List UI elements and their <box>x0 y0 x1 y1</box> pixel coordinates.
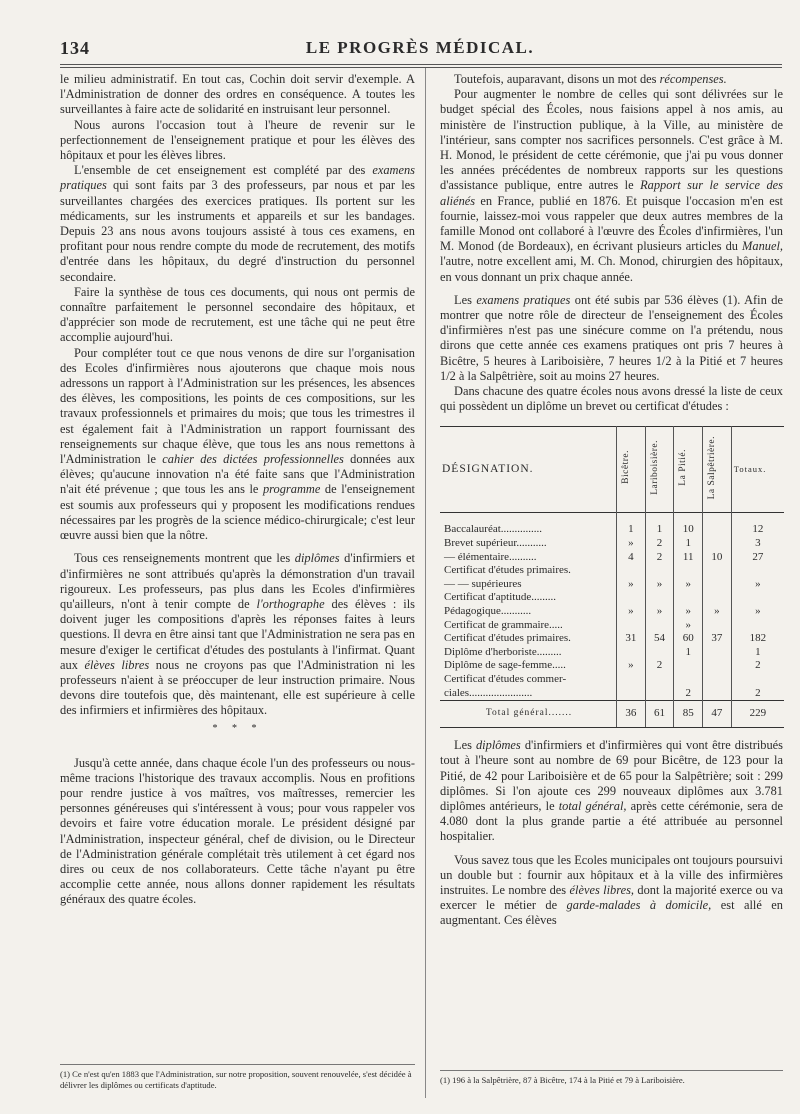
table-row <box>440 537 784 551</box>
table-row <box>440 605 784 619</box>
cell-t: 1 <box>731 646 784 660</box>
cell-s <box>703 673 732 687</box>
cell-l <box>645 564 674 578</box>
cell-t <box>731 591 784 605</box>
cell-b <box>617 564 646 578</box>
cell-l: 1 <box>645 513 674 537</box>
paragraph: Jusqu'à cette année, dans chaque école l'un des professeurs ou nous-même tracions l'historique des travaux accomplis. Nous en profitions pour rendre justice à vos maîtres, vos maîtresses, remercier les personnes généreuses qui s'intéressent à vous; pour vous rappeler vos devoirs et faire votre éducation morale. Le président désigné par l'Administration, inspecteur général, chef de division, ou le Directeur de l'Administration générale complétait très utilement à cet égard nos dires ou ceux de nos collaborateurs. Cette tâche n'ayant pu être accomplie cette année, nous allons donner rapidement les résultats généraux des quatre écoles. <box>60 755 415 907</box>
row-label: Brevet supérieur........... <box>444 537 547 550</box>
cell-l <box>645 591 674 605</box>
cell-p <box>674 673 703 687</box>
journal-title: LE PROGRÈS MÉDICAL. <box>305 38 535 57</box>
row-label: Baccalauréat............... <box>444 523 543 536</box>
cell-b: » <box>617 659 646 673</box>
paragraph: Pour compléter tout ce que nous venons de dire sur l'organisation des Ecoles d'infirmières nous ajouterons que chaque mois nous adressons un rapport à l'Administration sur les présences, les absences des élèves, les compositions, les points de ces compositions, sur les travaux professionnels et primaires du mois; que tous les trimestres il est également fait à l'Administration un rapport fournissant des renseignements sur chaque élève, que tous les ans nous remettons à l'Administration le cahier des dictées professionnelles données aux élèves; qu'aucune innovation n'a été faite sans que l'Administration n'ait été prévenue ; que tous les ans le programme de l'enseignement est soumis aux professeurs qui y proposent les modifications rendues nécessaires par les progrès de la science médico-chirurgicale; c'est leur œuvre aussi bien que la nôtre. <box>60 345 415 543</box>
cell-t: 12 <box>731 513 784 537</box>
paragraph: Dans chacune des quatre écoles nous avons dressé la liste de ceux qui possèdent un diplôme un brevet ou certificat d'études : <box>440 384 783 414</box>
table-row <box>440 513 784 537</box>
row-label: — élémentaire.......... <box>444 550 537 563</box>
cell-s: 10 <box>703 551 732 565</box>
header-designation: DÉSIGNATION. <box>442 463 534 476</box>
header-rule-thin <box>60 67 782 68</box>
total-cell-b: 36 <box>617 701 646 728</box>
cell-b: 31 <box>617 632 646 646</box>
cell-l: » <box>645 605 674 619</box>
table-row <box>440 687 784 701</box>
cell-s <box>703 591 732 605</box>
row-label: Certificat d'études commer- <box>444 673 567 685</box>
cell-p: 1 <box>674 537 703 551</box>
cell-l: 54 <box>645 632 674 646</box>
cell-p: 60 <box>674 632 703 646</box>
cell-b <box>617 591 646 605</box>
cell-p: 1 <box>674 646 703 660</box>
paragraph: Les examens pratiques ont été subis par 536 élèves (1). Afin de montrer que notre rôle de directeur de l'enseignement des Écoles d'infirmières n'est pas une sinécure comme on l'a prétendu, nous dirons que cette année ces examens pratiques ont pris 7 heures à Bicêtre, 5 heures à Lariboisière, 7 heures 1/2 à la Pitié et 7 heures 1/2 à la Salpêtrière, soit au moins 27 heures. <box>440 292 783 383</box>
cell-s: » <box>703 605 732 619</box>
cell-t: » <box>731 605 784 619</box>
table-row <box>440 673 784 687</box>
header-rule <box>60 64 782 65</box>
cell-p <box>674 659 703 673</box>
cell-b <box>617 619 646 633</box>
row-label: Certificat de grammaire..... <box>444 618 563 631</box>
table-row <box>440 551 784 565</box>
header-pitie: La Pitié. <box>674 427 703 513</box>
cell-p: 2 <box>674 687 703 701</box>
cell-t: 3 <box>731 537 784 551</box>
row-label: Certificat d'études primaires. <box>444 564 571 577</box>
paragraph: Toutefois, auparavant, disons un mot des récompenses. <box>454 72 727 86</box>
cell-t: 2 <box>731 659 784 673</box>
cell-l: 2 <box>645 537 674 551</box>
row-label: ciales....................... <box>444 686 533 699</box>
diploma-table <box>440 426 784 728</box>
total-cell-p: 85 <box>674 701 703 728</box>
header-totaux: Totaux. <box>731 427 784 513</box>
cell-t <box>731 564 784 578</box>
table-row <box>440 632 784 646</box>
cell-t <box>731 619 784 633</box>
total-cell-s: 47 <box>703 701 732 728</box>
table-row <box>440 659 784 673</box>
table-header-row <box>440 427 784 513</box>
cell-p <box>674 591 703 605</box>
cell-b: 1 <box>617 513 646 537</box>
cell-b <box>617 673 646 687</box>
cell-b <box>617 687 646 701</box>
table-row <box>440 619 784 633</box>
cell-s <box>703 646 732 660</box>
row-label: — — supérieures <box>444 577 522 590</box>
paragraph: Les diplômes d'infirmiers et d'infirmières qui vont être distribués tout à l'heure sont au nombre de 69 pour Bicêtre, de 123 pour la Pitié, de 42 pour Lariboisière et de 65 pour la Salpêtrière; soit : 299 diplômes. Si l'on ajoute ces 299 nouveaux diplômes aux 3.781 diplômes antérieurs, le total général, après cette cérémonie, sera de 4.080 dont la plus grande partie a été attribuée au personnel hospitalier. <box>440 738 783 844</box>
header-lariboisiere: Lariboisière. <box>645 427 674 513</box>
cell-t: 182 <box>731 632 784 646</box>
paragraph: Faire la synthèse de tous ces documents, qui nous ont permis de connaître parfaitement le personnel secondaire des hôpitaux, et d'apprécier son mode de recrutement, est une tâche qui ne peut être accomplie aujourd'hui. <box>60 284 415 345</box>
cell-s <box>703 537 732 551</box>
right-column <box>440 72 783 929</box>
paragraph: le milieu administratif. En tout cas, Cochin doit servir d'exemple. A l'Administration de donner des ordres en conséquence. A toutes les surveillantes à faire acte de solidarité en instruisant leur personnel. <box>60 72 415 117</box>
row-label: Pédagogique........... <box>444 605 532 618</box>
cell-s <box>703 659 732 673</box>
paragraph: Nous aurons l'occasion tout à l'heure de revenir sur le perfectionnement de l'enseignement pratique et pour les élèves des hôpitaux et pour les élèves libres. <box>60 117 415 163</box>
cell-b <box>617 646 646 660</box>
cell-s <box>703 619 732 633</box>
cell-t: 27 <box>731 551 784 565</box>
page-header <box>60 38 780 60</box>
table-row <box>440 578 784 592</box>
cell-p <box>674 564 703 578</box>
paragraph: L'ensemble de cet enseignement est complété par des examens pratiques qui sont faits par 3 des professeurs, par nous et par les surveillantes chargées des exercices pratiques. Ils portent sur les médicaments, sur les instruments et appareils et sur les bandages. Depuis 23 ans nous avons toujours assisté à tous ces examens, en profitant pour nous rendre compte du mode de recrutement, des motifs d'entrée dans les hôpitaux, du degré d'instruction du personnel secondaire. <box>60 163 415 284</box>
cell-b: » <box>617 605 646 619</box>
header-bicetre: Bicêtre. <box>617 427 646 513</box>
row-label: Certificat d'études primaires. <box>444 632 571 645</box>
paragraph: Pour augmenter le nombre de celles qui sont délivrées sur le budget spécial des Écoles, nous faisions appel à nos amis, au ministère de l'instruction publique, à la Ville, au ministère de l'intérieur, sans compter nos sacrifices personnels. C'est grâce à M. H. Monod, le président de cette cérémonie, que j'ai pu vous donner les années précédentes de nombreux rapports sur les questions d'assistance publique, entre autres le Rapport sur le service des aliénés en France, publié en 1876. Et puisque l'occasion m'en est fournie, laissez-moi vous rappeler que deux autres membres de la famille Monod ont collaboré à l'œuvre des Écoles d'infirmières, l'un M. Monod (de Bordeaux), en écrivant plusieurs articles du Manuel, l'autre, notre excellent ami, M. Ch. Monod, chirurgien des hôpitaux, en vous donnant un prix chaque année. <box>440 87 783 284</box>
cell-l <box>645 673 674 687</box>
table-row <box>440 564 784 578</box>
cell-p: 10 <box>674 513 703 537</box>
cell-b: » <box>617 578 646 592</box>
total-row <box>440 701 784 728</box>
table-row <box>440 646 784 660</box>
cell-l: 2 <box>645 551 674 565</box>
left-column <box>60 72 415 908</box>
section-separator: * * * <box>212 722 263 734</box>
cell-t: 2 <box>731 687 784 701</box>
cell-s: 37 <box>703 632 732 646</box>
row-label: Certificat d'aptitude......... <box>444 591 556 604</box>
cell-t <box>731 673 784 687</box>
row-label: Diplôme d'herboriste......... <box>444 645 562 658</box>
cell-p: 11 <box>674 551 703 565</box>
footnote: (1) Ce n'est qu'en 1883 que l'Administration, sur notre proposition, souvent renouvelée, s'est décidée à délivrer les diplômes ou certificats d'aptitude. <box>60 1064 415 1091</box>
cell-b: 4 <box>617 551 646 565</box>
cell-s <box>703 687 732 701</box>
cell-l <box>645 619 674 633</box>
cell-p: » <box>674 578 703 592</box>
cell-l: » <box>645 578 674 592</box>
cell-l: 2 <box>645 659 674 673</box>
total-cell-l: 61 <box>645 701 674 728</box>
total-cell-t: 229 <box>731 701 784 728</box>
footnote: (1) 196 à la Salpêtrière, 87 à Bicêtre, 174 à la Pitié et 79 à Lariboisière. <box>440 1070 783 1086</box>
table-row <box>440 591 784 605</box>
paragraph: Tous ces renseignements montrent que les diplômes d'infirmiers et d'infirmières ne sont attribués qu'après la démonstration d'un travail rigoureux. Les professeurs, pas plus dans les Ecoles d'infirmières qu'ailleurs, n'ont à tenir compte de l'orthographe des élèves : ils doivent juger les compositions d'après les réponses faites à leurs questions. Il devra en être ainsi tant que l'Administration ne sera pas en mesure d'exiger le certificat d'études des postulants à l'infirmat. Quant aux élèves libres nous ne croyons pas que l'Administration ni les professeurs n'aient à se préoccuper de leur instruction primaire. Nous devons dire toutefois que, dès maintenant, elle est supérieure à celle des infirmiers et infirmières des hôpitaux. <box>60 551 415 718</box>
page-number: 134 <box>60 38 90 58</box>
row-label: Diplôme de sage-femme..... <box>444 659 566 672</box>
header-salpetriere: La Salpêtrière. <box>703 427 732 513</box>
cell-t: » <box>731 578 784 592</box>
cell-b: » <box>617 537 646 551</box>
cell-l <box>645 646 674 660</box>
total-label: Total général....... <box>440 701 617 728</box>
cell-p: » <box>674 605 703 619</box>
cell-p: » <box>674 619 703 633</box>
column-divider <box>425 68 426 1098</box>
cell-l <box>645 687 674 701</box>
cell-s <box>703 578 732 592</box>
cell-s <box>703 564 732 578</box>
paragraph: Vous savez tous que les Ecoles municipales ont toujours poursuivi un double but : fournir aux hôpitaux et à la ville des infirmières instruites. Le nombre des élèves libres, dont la majorité exerce ou va exercer le métier de garde-malades à domicile, est allé en augmentant. Ces élèves <box>440 852 784 928</box>
cell-s <box>703 513 732 537</box>
